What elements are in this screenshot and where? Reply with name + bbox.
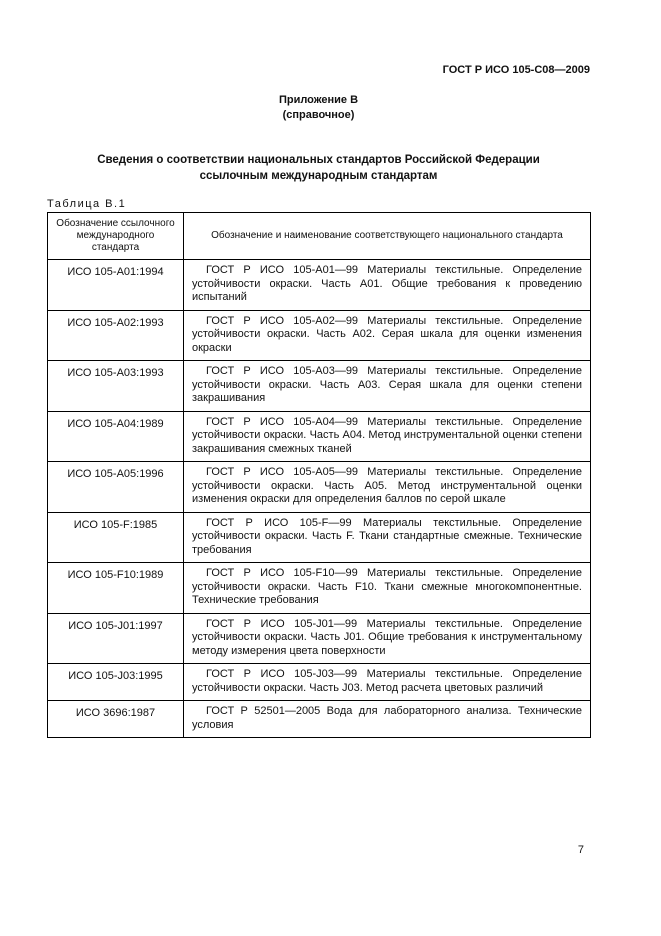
gost-description: ГОСТ Р ИСО 105-J03—99 Материалы текстильные. Определение устойчивости окраски. Часть J03. Метод расчета цветовых различий	[184, 664, 591, 701]
iso-code: ИСО 105-А01:1994	[48, 260, 184, 311]
table-row	[48, 361, 591, 412]
table-header-row	[48, 213, 591, 260]
document-code: ГОСТ Р ИСО 105-С08—2009	[442, 64, 590, 76]
gost-description: ГОСТ Р ИСО 105-А05—99 Материалы текстильные. Определение устойчивости окраски. Часть А05. Метод инструментальной оценки изменения окраски для определения баллов по серой шкале	[184, 462, 591, 513]
table-caption: Таблица В.1	[47, 198, 127, 210]
table-row	[48, 563, 591, 614]
table-row	[48, 310, 591, 361]
appendix-heading	[47, 93, 590, 123]
table-row	[48, 411, 591, 462]
table-row	[48, 462, 591, 513]
page-number: 7	[577, 844, 584, 856]
standards-correspondence-table	[47, 212, 591, 738]
section-title-line1: Сведения о соответствии национальных стандартов Российской Федерации	[97, 154, 540, 166]
table-row	[48, 664, 591, 701]
iso-code: ИСО 3696:1987	[48, 701, 184, 738]
gost-description: ГОСТ Р ИСО 105-А01—99 Материалы текстильные. Определение устойчивости окраски. Часть А01. Общие требования к проведению испытаний	[184, 260, 591, 311]
gost-description: ГОСТ Р ИСО 105-F—99 Материалы текстильные. Определение устойчивости окраски. Часть F. Ткани стандартные смежные. Технические требования	[184, 512, 591, 563]
table-row	[48, 701, 591, 738]
column-header-international-standard: Обозначение ссылочного международного стандарта	[48, 213, 184, 260]
iso-code: ИСО 105-F:1985	[48, 512, 184, 563]
appendix-subtitle: (справочное)	[282, 109, 355, 121]
gost-description: ГОСТ Р ИСО 105-J01—99 Материалы текстильные. Определение устойчивости окраски. Часть J01. Общие требования к инструментальному методу измерения цвета поверхности	[184, 613, 591, 664]
table-row	[48, 260, 591, 311]
appendix-title: Приложение В	[278, 94, 359, 106]
iso-code: ИСО 105-А02:1993	[48, 310, 184, 361]
gost-description: ГОСТ Р ИСО 105-F10—99 Материалы текстильные. Определение устойчивости окраски. Часть F10. Ткани смежные многокомпонентные. Технические требования	[184, 563, 591, 614]
gost-description: ГОСТ Р 52501—2005 Вода для лабораторного анализа. Технические условия	[184, 701, 591, 738]
table-row	[48, 512, 591, 563]
iso-code: ИСО 105-А04:1989	[48, 411, 184, 462]
gost-description: ГОСТ Р ИСО 105-А03—99 Материалы текстильные. Определение устойчивости окраски. Часть А03. Серая шкала для оценки степени закрашивания	[184, 361, 591, 412]
iso-code: ИСО 105-А03:1993	[48, 361, 184, 412]
iso-code: ИСО 105-J01:1997	[48, 613, 184, 664]
table-row	[48, 613, 591, 664]
gost-description: ГОСТ Р ИСО 105-А04—99 Материалы текстильные. Определение устойчивости окраски. Часть А04. Метод инструментальной оценки степени закрашивания смежных тканей	[184, 411, 591, 462]
section-title	[47, 152, 590, 184]
iso-code: ИСО 105-А05:1996	[48, 462, 184, 513]
gost-description: ГОСТ Р ИСО 105-А02—99 Материалы текстильные. Определение устойчивости окраски. Часть А02. Серая шкала для оценки изменения окраски	[184, 310, 591, 361]
section-title-line2: ссылочным международным стандартам	[199, 170, 438, 182]
iso-code: ИСО 105-F10:1989	[48, 563, 184, 614]
column-header-national-standard: Обозначение и наименование соответствующего национального стандарта	[184, 213, 591, 260]
iso-code: ИСО 105-J03:1995	[48, 664, 184, 701]
